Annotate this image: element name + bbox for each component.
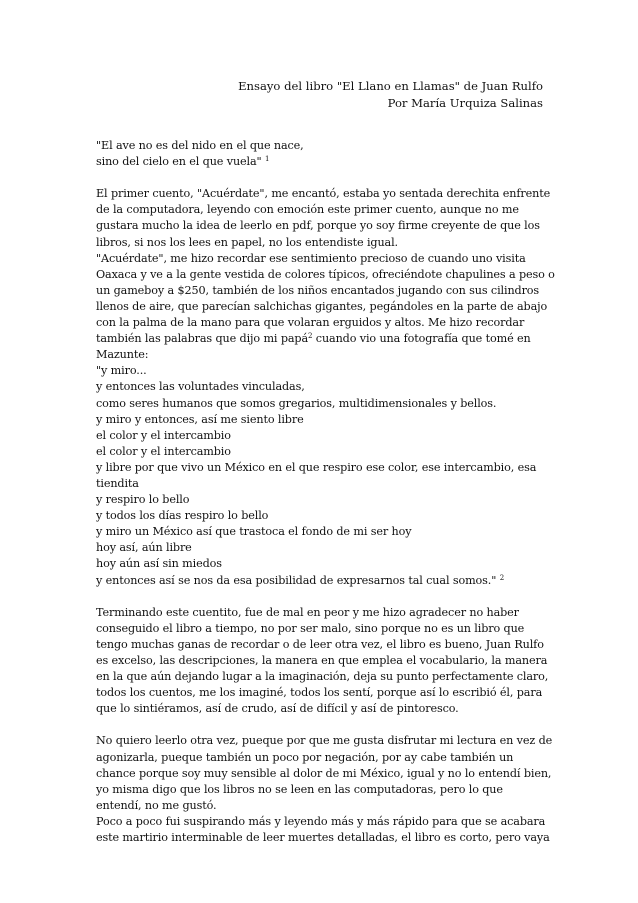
epigraph-line <box>96 154 551 170</box>
poem <box>96 347 551 588</box>
poem-line: Mazunte: <box>96 348 149 362</box>
footnote-marker: 1 <box>265 155 270 164</box>
poem-line: y miro y entonces, así me siento libre <box>96 412 304 426</box>
text-line: Terminando este cuentito, fue de mal en peor y me hizo agradecer no haber <box>96 605 519 619</box>
text-line: libros, si nos los lees en papel, no los entendiste igual. <box>96 235 398 249</box>
text-fragment: cuando vio una fotografía que tomé en <box>312 332 531 346</box>
epigraph-line: "El ave no es del nido en el que nace, <box>96 139 304 152</box>
text-line: todos los cuentos, me los imaginé, todos los sentí, porque así lo escribió él, para <box>96 686 543 700</box>
poem-line: y entonces las voluntades vinculadas, <box>96 380 305 394</box>
poem-line: como seres humanos que somos gregarios, multidimensionales y bellos. <box>96 396 497 410</box>
epigraph <box>96 138 551 170</box>
text-line: tengo muchas ganas de recordar o de leer otra vez, el libro es bueno, Juan Rulfo <box>96 637 544 651</box>
text-line: un gameboy a $250, también de los niños encantados jugando con sus cilindros <box>96 283 540 297</box>
paragraph-gap <box>96 717 551 733</box>
poem-line: el color y el intercambio <box>96 428 231 442</box>
poem-line: y miro un México así que trastoca el fondo de mi ser hoy <box>96 525 412 539</box>
text-line: yo misma digo que los libros no se leen en las computadoras, pero lo que <box>96 782 503 796</box>
text-line: conseguido el libro a tiempo, no por ser malo, sino porque no es un libro que <box>96 621 525 635</box>
text-line: este martirio interminable de leer muertes detalladas, el libro es corto, pero vaya <box>96 831 550 845</box>
text-line: Oaxaca y ve a la gente vestida de colores típicos, ofreciéndote chapulines a peso o <box>96 267 555 281</box>
poem-line: "y miro... <box>96 364 147 378</box>
text-line: que lo sintiéramos, así de crudo, así de difícil y así de pintoresco. <box>96 702 459 716</box>
epigraph-text: sino del cielo en el que vuela" <box>96 155 266 169</box>
poem-line: y libre por que vivo un México en el que respiro ese color, ese intercambio, esa <box>96 460 537 474</box>
paragraph-3 <box>96 733 551 846</box>
text-line: "Acuérdate", me hizo recordar ese sentimiento precioso de cuando uno visita <box>96 251 526 265</box>
paragraph-2 <box>96 605 551 718</box>
paragraph-gap <box>96 170 551 186</box>
text-line: El primer cuento, "Acuérdate", me encantó, estaba yo sentada derechita enfrente <box>96 187 551 201</box>
poem-line: y respiro lo bello <box>96 493 190 507</box>
document-title: Ensayo del libro "El Llano en Llamas" de Juan Rulfo <box>238 79 543 93</box>
document-header <box>238 78 543 111</box>
text-line: es excelso, las descripciones, la manera en que emplea el vocabulario, la manera <box>96 654 548 667</box>
text-fragment: y entonces así se nos da esa posibilidad de expresarnos tal cual somos." <box>96 573 500 587</box>
poem-line: hoy aún así sin miedos <box>96 557 222 571</box>
text-line: con la palma de la mano para que volaran erguidos y altos. Me hizo recordar <box>96 316 525 330</box>
text-line: entendí, no me gustó. <box>96 798 217 812</box>
text-line <box>96 331 551 347</box>
poem-line: y todos los días respiro lo bello <box>96 509 269 523</box>
poem-line: el color y el intercambio <box>96 444 231 458</box>
text-line: llenos de aire, que parecían salchichas gigantes, pegándoles en la parte de abajo <box>96 299 548 313</box>
text-line: de la computadora, leyendo con emoción este primer cuento, aunque no me <box>96 203 519 217</box>
paragraph-1 <box>96 186 555 347</box>
text-line: No quiero leerlo otra vez, pueque por que me gusta disfrutar mi lectura en vez de <box>96 734 553 748</box>
text-line: Poco a poco fui suspirando más y leyendo más y más rápido para que se acabara <box>96 814 546 828</box>
essay-body <box>96 138 555 846</box>
text-line: gustara mucho la idea de leerlo en pdf, porque yo soy firme creyente de que los <box>96 219 540 233</box>
text-line: agonizarla, pueque también un poco por negación, por ay cabe también un <box>96 750 514 764</box>
document-author: Por María Urquiza Salinas <box>387 95 543 110</box>
paragraph-gap <box>96 589 551 605</box>
poem-line <box>96 573 551 589</box>
text-fragment: también las palabras que dijo mi papá <box>96 332 309 346</box>
poem-line: tiendita <box>96 476 139 490</box>
text-line: chance porque soy muy sensible al dolor de mi México, igual y no lo entendí bien, <box>96 766 552 780</box>
text-line: en la que aún dejando lugar a la imaginación, deja su punto perfectamente claro, <box>96 670 549 684</box>
poem-line: hoy así, aún libre <box>96 541 192 555</box>
footnote-marker: 2 <box>499 573 505 582</box>
footnote-marker: 2 <box>308 332 313 341</box>
